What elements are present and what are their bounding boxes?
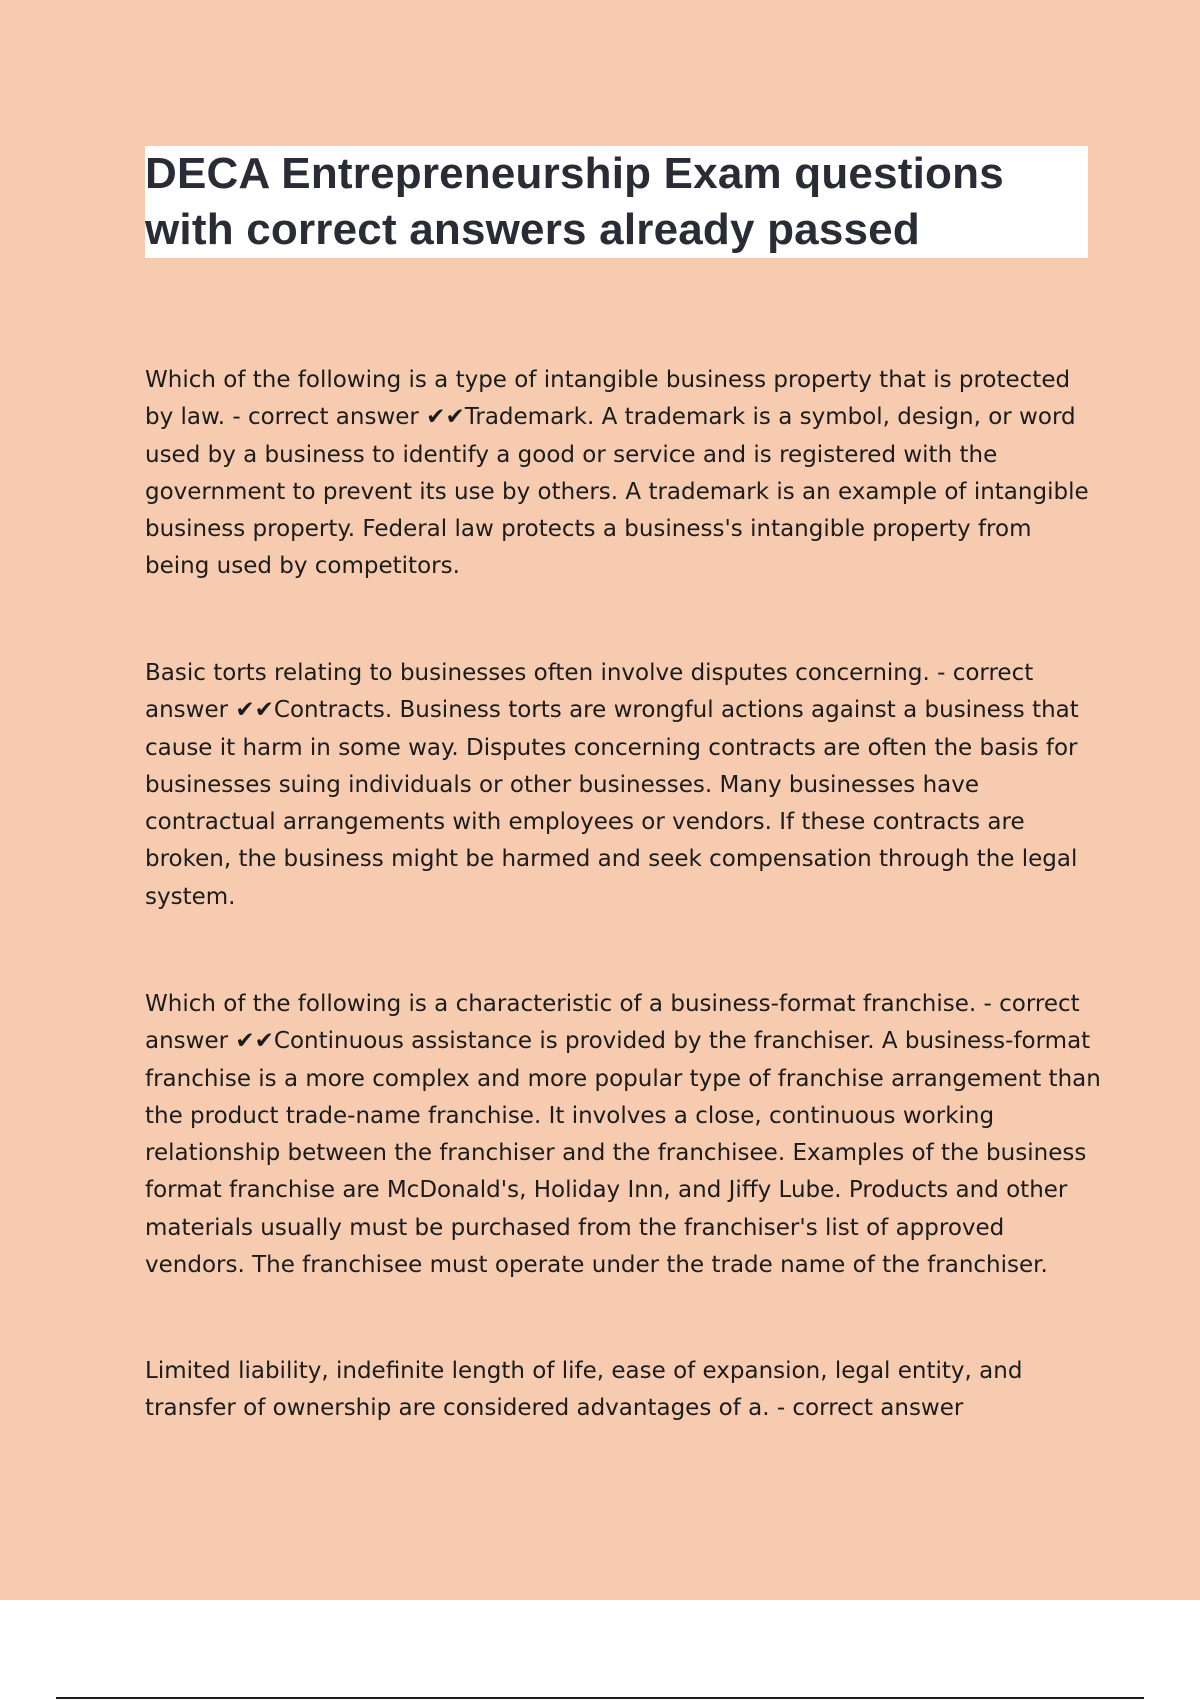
qa-line: answer ✔✔Continuous assistance is provided by the franchiser. A business-format — [145, 1028, 1091, 1055]
footer-divider — [56, 1697, 1144, 1699]
qa-line: vendors. The franchisee must operate under the trade name of the franchiser. — [145, 1252, 1048, 1279]
qa-line: system. — [145, 883, 236, 910]
qa-line: government to prevent its use by others. A trademark is an example of intangible — [145, 478, 1089, 505]
qa-line: Limited liability, indefinite length of life, ease of expansion, legal entity, and — [145, 1358, 1023, 1384]
qa-line: relationship between the franchiser and the franchisee. Examples of the business — [145, 1140, 1087, 1167]
qa-line: format franchise are McDonald's, Holiday Inn, and Jiffy Lube. Products and other — [145, 1177, 1068, 1204]
qa-entry-trademark — [145, 362, 1090, 586]
qa-line: transfer of ownership are considered advantages of a. - correct answer — [145, 1395, 964, 1422]
qa-line: Which of the following is a type of intangible business property that is protected — [145, 367, 1071, 393]
qa-line: Basic torts relating to businesses often involve disputes concerning. - correct — [145, 660, 1034, 686]
qa-line: used by a business to identify a good or service and is registered with the — [145, 441, 998, 468]
qa-line: business property. Federal law protects a business's intangible property from — [145, 516, 1032, 543]
qa-line: cause it harm in some way. Disputes concerning contracts are often the basis for — [145, 734, 1078, 761]
qa-line: materials usually must be purchased from the franchiser's list of approved — [145, 1214, 1005, 1241]
qa-line: franchise is a more complex and more popular type of franchise arrangement than — [145, 1065, 1101, 1092]
qa-line: answer ✔✔Contracts. Business torts are wrongful actions against a business that — [145, 697, 1079, 724]
document-title — [145, 146, 1105, 258]
qa-line: contractual arrangements with employees or vendors. If these contracts are — [145, 809, 1025, 836]
title-line: with correct answers already passed — [145, 205, 920, 254]
title-line: DECA Entrepreneurship Exam questions — [145, 149, 1004, 198]
qa-line: the product trade-name franchise. It involves a close, continuous working — [145, 1102, 995, 1129]
qa-entry-corporation — [145, 1353, 1090, 1428]
qa-entry-franchise — [145, 986, 1101, 1284]
qa-line: businesses suing individuals or other businesses. Many businesses have — [145, 771, 980, 798]
qa-line: broken, the business might be harmed and seek compensation through the legal — [145, 846, 1078, 873]
qa-line: Which of the following is a characteristic of a business-format franchise. - correct — [145, 991, 1080, 1017]
qa-line: being used by competitors. — [145, 553, 460, 580]
qa-entry-torts — [145, 655, 1090, 916]
qa-line: by law. - correct answer ✔✔Trademark. A trademark is a symbol, design, or word — [145, 404, 1076, 431]
